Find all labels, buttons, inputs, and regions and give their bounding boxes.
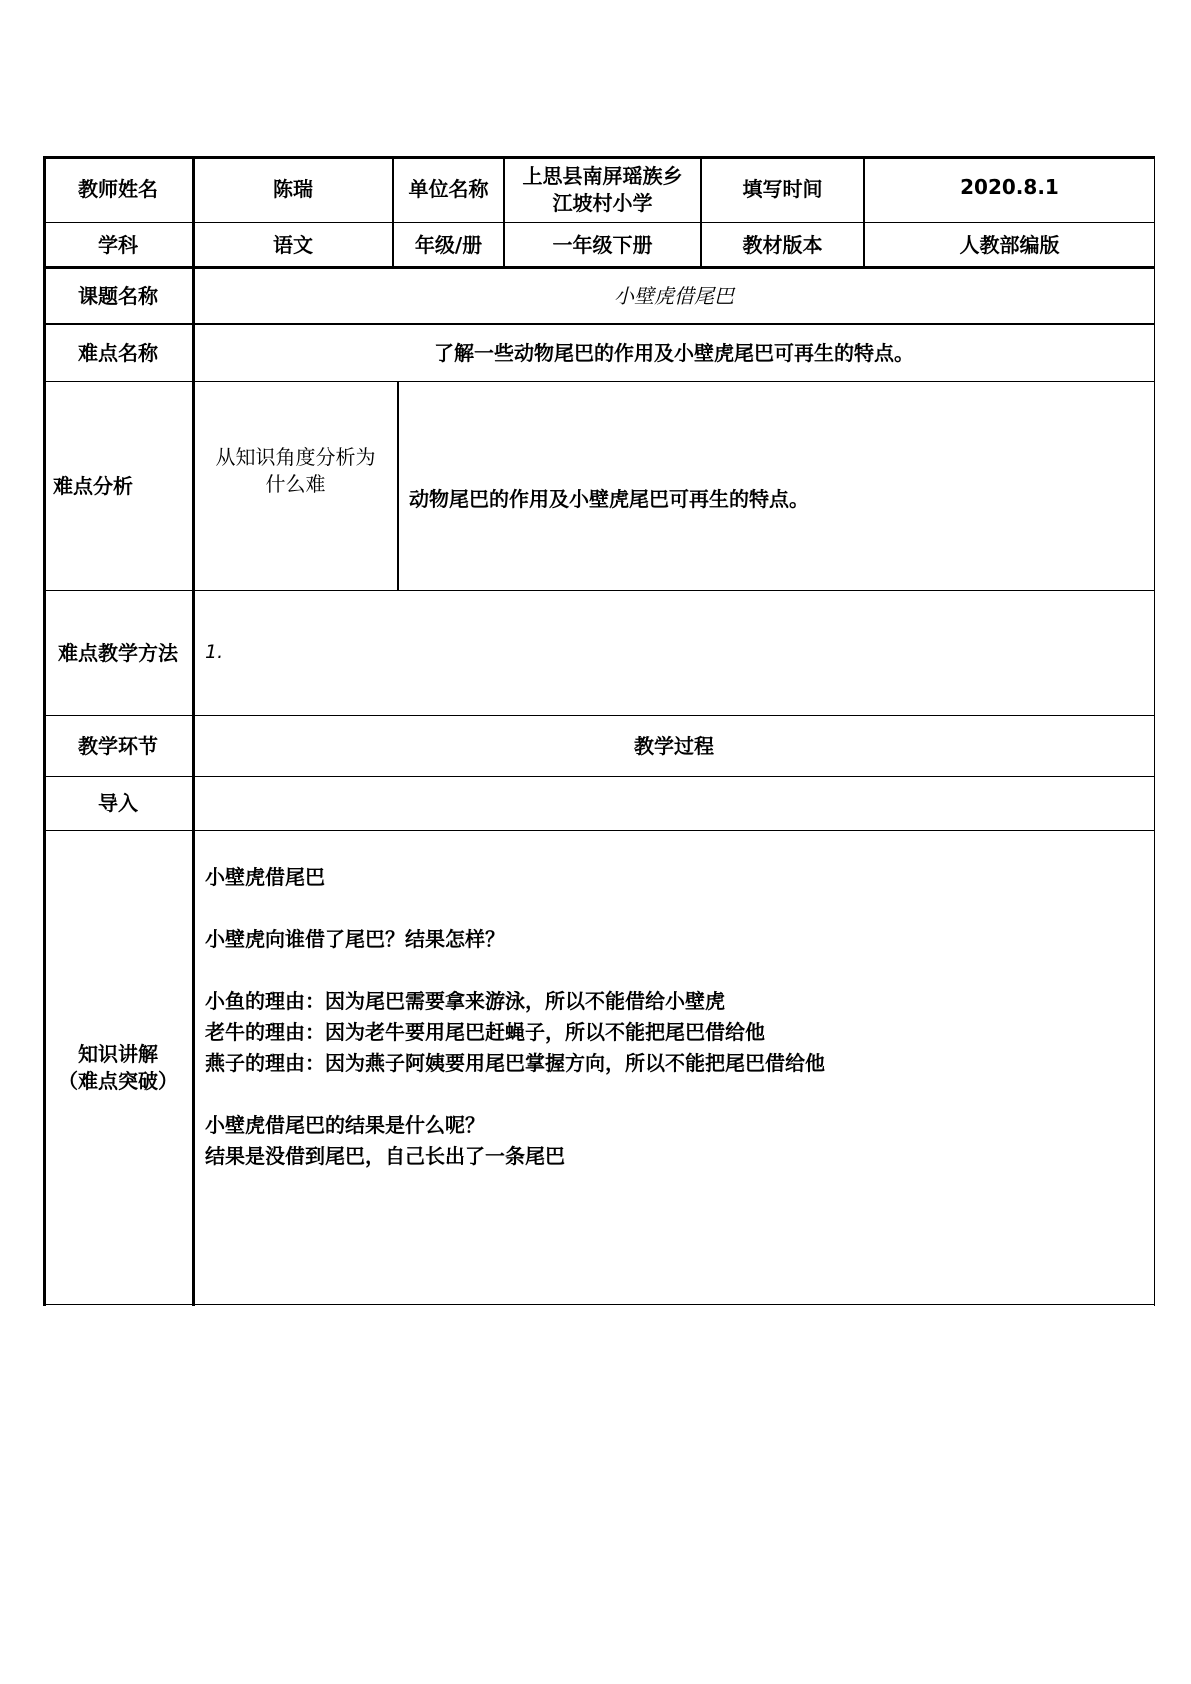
question-two-line: 小壁虎借尾巴的结果是什么呢？ [205,1113,485,1137]
analysis-value: 动物尾巴的作用及小壁虎尾巴可再生的特点。 [409,486,809,511]
swallow-reason-line: 燕子的理由：因为燕子阿姨要用尾巴掌握方向，所以不能把尾巴借给他 [205,1051,825,1075]
teacher-name-label: 教师姓名 [78,177,158,201]
subject-label: 学科 [98,232,138,257]
fish-reason-line: 小鱼的理由：因为尾巴需要拿来游泳，所以不能借给小壁虎 [205,989,725,1013]
topic-value: 小壁虎借尾巴 [614,283,734,308]
grade-value: 一年级下册 [552,232,653,257]
unit-name-value [504,156,701,223]
analysis-sub-label-line1: 从知识角度分析为 [215,445,376,469]
unit-name-line2: 江坡村小学 [552,190,653,215]
explanation-content [205,862,1145,1172]
cow-reason-line: 老牛的理由：因为老牛要用尾巴赶蝇子，所以不能把尾巴借给他 [205,1020,765,1044]
fill-date-value: 2020.8.1 [960,175,1059,199]
difficulty-value: 了解一些动物尾巴的作用及小壁虎尾巴可再生的特点。 [434,341,914,365]
subject-value: 语文 [273,232,313,257]
teacher-name-value: 陈瑞 [273,177,313,201]
unit-name-label: 单位名称 [408,177,489,201]
lesson-title-line: 小壁虎借尾巴 [205,865,325,889]
edition-value: 人教部编版 [959,232,1060,257]
fill-date-label: 填写时间 [742,177,823,201]
method-label: 难点教学方法 [58,640,178,665]
method-value: 1. [205,641,224,664]
difficulty-label: 难点名称 [78,341,158,365]
explanation-label-line2: （难点突破） [58,1068,178,1093]
unit-name-line1: 上思县南屏瑶族乡 [522,163,683,188]
result-line: 结果是没借到尾巴，自己长出了一条尾巴 [205,1144,565,1168]
question-one-line: 小壁虎向谁借了尾巴？结果怎样？ [205,927,505,951]
lesson-plan-table [43,156,1155,1306]
analysis-label: 难点分析 [53,473,133,498]
analysis-sub-label [193,382,398,590]
explanation-label-line1: 知识讲解 [78,1041,158,1066]
analysis-sub-label-line2: 什么难 [265,472,326,496]
process-header-value: 教学过程 [634,733,714,758]
grade-label: 年级/册 [414,232,483,257]
process-stage-label: 教学环节 [78,733,158,758]
intro-value [193,777,1155,830]
explanation-label [43,831,193,1304]
intro-label: 导入 [98,791,138,815]
edition-label: 教材版本 [742,232,823,257]
topic-label: 课题名称 [78,283,158,308]
